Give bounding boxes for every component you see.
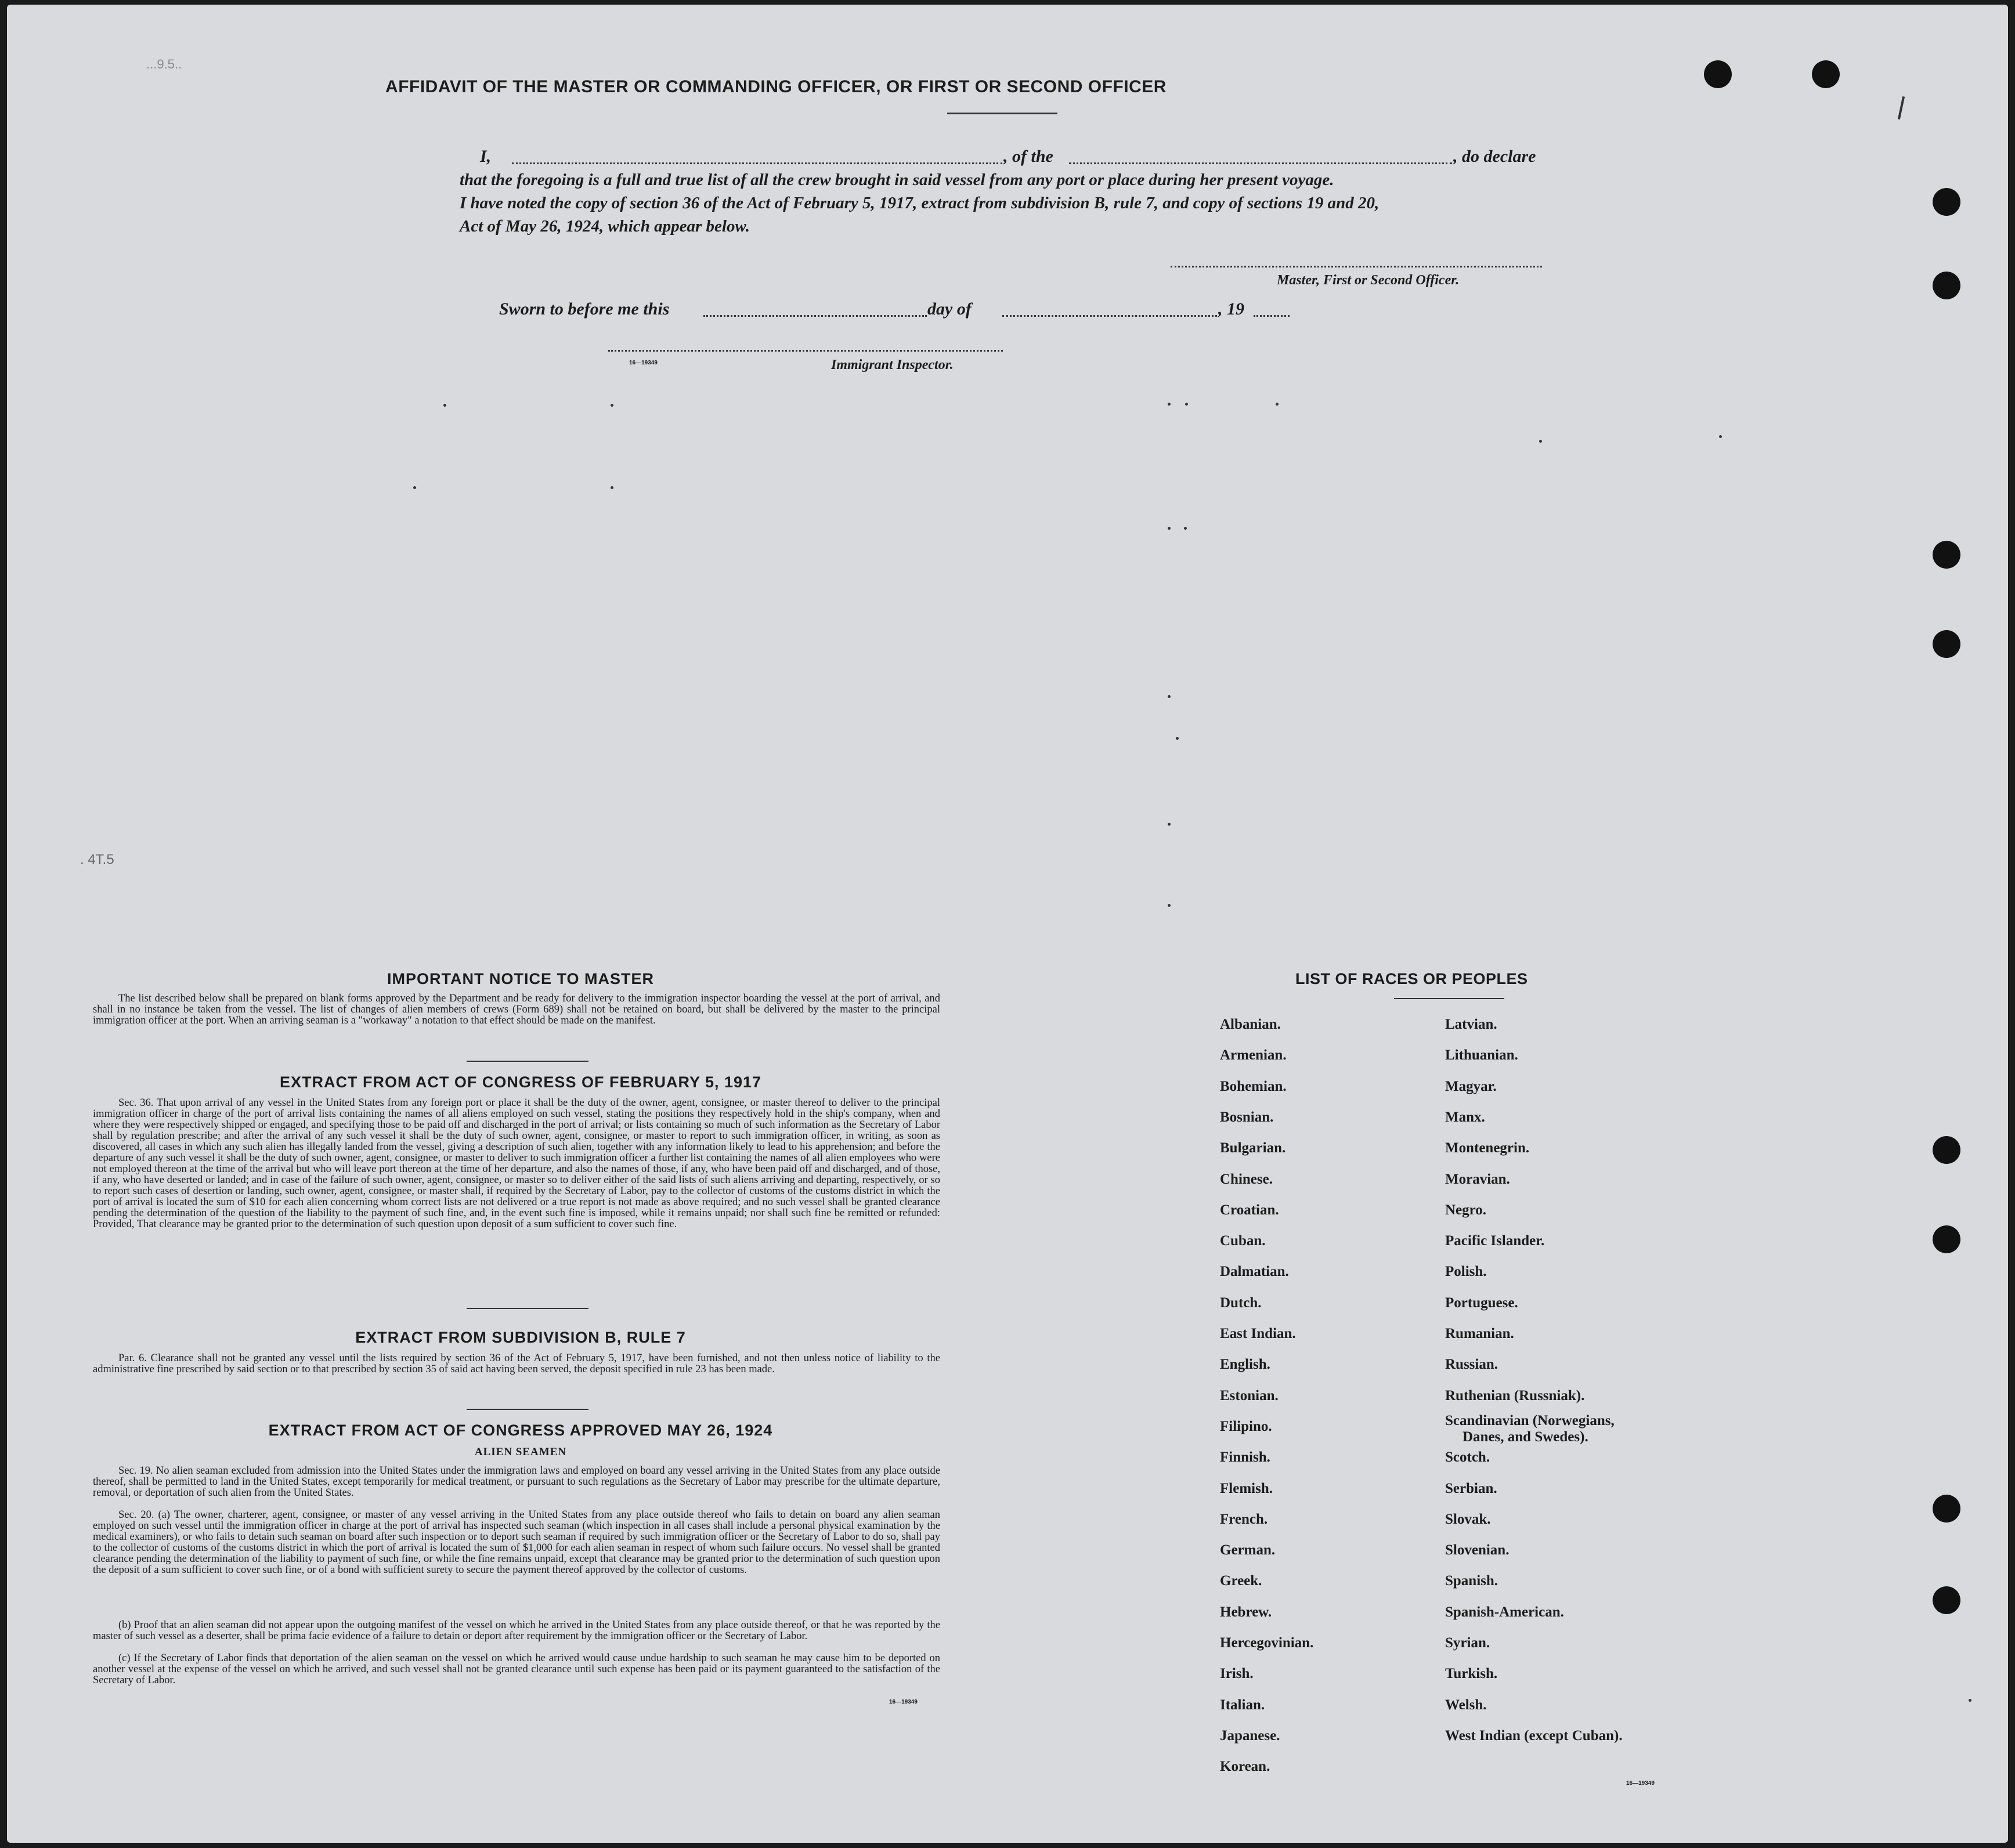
- race-item: Portuguese.: [1445, 1294, 1518, 1311]
- race-item: Dalmatian.: [1220, 1264, 1289, 1280]
- race-item: Armenian.: [1220, 1047, 1287, 1064]
- affiant-name-field[interactable]: [512, 162, 1002, 164]
- race-item: Dutch.: [1220, 1294, 1262, 1311]
- master-signature-caption: Master, First or Second Officer.: [1277, 273, 1460, 288]
- punch-hole: [1933, 541, 1960, 569]
- top-stamp: ...9.5..: [146, 57, 182, 71]
- punch-hole: [1933, 1495, 1960, 1522]
- race-item: English.: [1220, 1357, 1270, 1373]
- of-the-label: , of the: [1003, 147, 1053, 166]
- extract-1924-title: EXTRACT FROM ACT OF CONGRESS APPROVED MAY 26, 1924: [268, 1422, 773, 1439]
- race-item: Albanian.: [1220, 1017, 1281, 1032]
- race-item: Slovak.: [1445, 1511, 1491, 1527]
- race-item: Syrian.: [1445, 1635, 1490, 1651]
- race-item: Spanish-American.: [1445, 1604, 1564, 1620]
- race-item: Scandinavian (Norwegians,: [1445, 1412, 1615, 1429]
- inspector-signature-line[interactable]: [608, 350, 1003, 352]
- race-item: Hebrew.: [1220, 1604, 1272, 1620]
- race-item: Lithuanian.: [1445, 1047, 1518, 1064]
- title-underline: [947, 113, 1057, 114]
- sworn-day-field[interactable]: [703, 315, 927, 317]
- race-item: Estonian.: [1220, 1387, 1279, 1404]
- race-item: Bosnian.: [1220, 1109, 1274, 1125]
- race-item: Filipino.: [1220, 1418, 1272, 1434]
- race-item: Negro.: [1445, 1202, 1487, 1218]
- year-label: , 19: [1218, 299, 1244, 319]
- race-item: Moravian.: [1445, 1171, 1510, 1187]
- race-item: Danes, and Swedes).: [1463, 1429, 1588, 1445]
- races-form-number: 16—19349: [1626, 1780, 1655, 1786]
- extract-1917-divider: [467, 1308, 588, 1309]
- race-item: Bohemian.: [1220, 1078, 1287, 1094]
- speck: [1168, 904, 1171, 907]
- punch-hole: [1812, 60, 1840, 88]
- sec-20c-text: (c) If the Secretary of Labor finds that deportation of the alien seaman on the vessel on which he arrived would cause undue hardship to such seaman he may cause him to be deported on another vessel at the expense of the vessel on which he arrived, and such vessel shall not be granted clearance until such expense has been paid or its payment guaranteed to the satisfaction of the Secretary of Labor.: [93, 1652, 940, 1686]
- extract-rule7-title: EXTRACT FROM SUBDIVISION B, RULE 7: [355, 1329, 686, 1346]
- punch-hole: [1933, 1586, 1960, 1614]
- extract-rule7-divider: [467, 1409, 588, 1410]
- speck: [1276, 403, 1279, 406]
- race-item: Croatian.: [1220, 1202, 1279, 1218]
- race-item: Finnish.: [1220, 1449, 1270, 1466]
- notice-divider: [467, 1061, 588, 1062]
- extract-1924-subtitle: ALIEN SEAMEN: [474, 1446, 567, 1458]
- punch-hole: [1933, 1225, 1960, 1253]
- races-divider: [1394, 998, 1504, 999]
- race-item: Italian.: [1220, 1697, 1265, 1713]
- extract-1917-text: Sec. 36. That upon arrival of any vessel in the United States from any foreign port or place it shall be the duty of the owner, agent, consignee, or master thereof to deliver to the principal immigration officer in charge of the port of arrival lists containing the names of all aliens employed on such vessel, stating the positions they respectively hold in the ship's company, when and where they were respectively shipped or engaged, and specifying those to be paid off and discharged in the port of arrival; or lists containing so much of such information as the Secretary of Labor shall by regulation prescribe; and after the arrival of any such vessel it shall be the duty of such owner, agent, consignee, or master to report to such immigration officer, in writing, as soon as discovered, all cases in which any such alien has illegally landed from the vessel, giving a description of such alien, together with any information likely to lead to his apprehension; and before the departure of any such vessel it shall be the duty of such owner, agent, consignee, or master to deliver to such immigration officer a further list containing the names of all alien employees who were not employed thereon at the time of the arrival but who will leave port thereon at the time of her departure, and also the names of those, if any, who have been paid off and discharged, and of those, if any, who have deserted or landed; and in case of the failure of such owner, agent, consignee, or master so to deliver either of the said lists of such aliens arriving and departing, respectively, or so to report such cases of desertion or landing, such owner, agent, consignee, or master shall, if required by the Secretary of Labor, pay to the collector of customs of the customs district in which the port of arrival is located the sum of $10 for each alien concerning whom correct lists are not delivered or a true report is not made as above required; and no such vessel shall be granted clearance pending the determination of the question of the liability to the payment of such fine, and, in the event such fine is imposed, while it remains unpaid; nor shall such fine be remitted or refunded: Provided, That clearance may be granted prior to the determination of such question upon deposit of a sum sufficient to cover such fine.: [93, 1097, 940, 1230]
- inspector-caption: Immigrant Inspector.: [831, 357, 954, 373]
- speck: [413, 486, 416, 489]
- speck: [1168, 403, 1171, 406]
- affidavit-line-3: I have noted the copy of section 36 of the Act of February 5, 1917, extract from subdivision B, rule 7, and copy of sections 19 and 20,: [460, 194, 1380, 212]
- speck: [1184, 527, 1187, 530]
- race-item: Rumanian.: [1445, 1326, 1514, 1341]
- corner-tick: [1898, 96, 1905, 120]
- extract-form-number: 16—19349: [889, 1699, 918, 1705]
- do-declare-label: , do declare: [1453, 147, 1536, 166]
- speck: [1168, 823, 1171, 826]
- speck: [1168, 695, 1171, 698]
- races-title: LIST OF RACES OR PEOPLES: [1295, 970, 1528, 988]
- sec-19-text: Sec. 19. No alien seaman excluded from admission into the United States under the immigration laws and employed on board any vessel arriving in the United States from any place outside thereof, shall be permitted to land in the United States, except temporarily for medical treatment, or pursuant to such regulations as the Secretary of Labor may prescribe for the ultimate departure, removal, or deportation of such alien from the United States.: [93, 1465, 940, 1499]
- race-item: Montenegrin.: [1445, 1140, 1530, 1156]
- race-item: Japanese.: [1220, 1727, 1280, 1744]
- race-item: French.: [1220, 1511, 1268, 1527]
- speck: [1176, 737, 1179, 740]
- race-item: Bulgarian.: [1220, 1140, 1286, 1156]
- punch-hole: [1933, 1136, 1960, 1164]
- left-margin-note: . 4T.5: [80, 852, 114, 867]
- speck: [611, 486, 613, 489]
- speck: [1185, 403, 1188, 406]
- notice-title: IMPORTANT NOTICE TO MASTER: [387, 970, 654, 988]
- day-of-label: day of: [927, 299, 972, 319]
- master-signature-line[interactable]: [1171, 266, 1542, 267]
- race-item: West Indian (except Cuban).: [1445, 1727, 1623, 1744]
- race-item: Slovenian.: [1445, 1542, 1510, 1558]
- document-sheet: [7, 5, 2008, 1843]
- race-item: Cuban.: [1220, 1233, 1266, 1249]
- affidavit-line-4: Act of May 26, 1924, which appear below.: [460, 217, 750, 236]
- race-item: Welsh.: [1445, 1697, 1487, 1713]
- extract-rule7-text: Par. 6. Clearance shall not be granted any vessel until the lists required by section 36 of the Act of February 5, 1917, have been furnished, and not then unless notice of liability to the administrative fine prescribed by said section or to that prescribed by section 35 of said act having been served, the deposit specified in rule 23 has been made.: [93, 1352, 940, 1375]
- race-item: Greek.: [1220, 1573, 1262, 1589]
- speck: [1969, 1699, 1971, 1702]
- race-item: Pacific Islander.: [1445, 1233, 1545, 1249]
- race-item: Russian.: [1445, 1357, 1498, 1373]
- extract-1917-title: EXTRACT FROM ACT OF CONGRESS OF FEBRUARY 5, 1917: [279, 1073, 762, 1091]
- race-item: Irish.: [1220, 1666, 1254, 1682]
- race-item: Spanish.: [1445, 1573, 1498, 1589]
- race-item: Turkish.: [1445, 1666, 1498, 1682]
- affidavit-form-number: 16—19349: [629, 360, 658, 366]
- race-item: Chinese.: [1220, 1171, 1273, 1187]
- race-item: Hercegovinian.: [1220, 1635, 1314, 1651]
- race-item: Korean.: [1220, 1759, 1270, 1775]
- race-item: Latvian.: [1445, 1017, 1497, 1032]
- vessel-field[interactable]: [1069, 162, 1452, 164]
- punch-hole: [1933, 272, 1960, 299]
- speck: [1539, 440, 1542, 443]
- race-item: Serbian.: [1445, 1480, 1497, 1496]
- punch-hole: [1933, 188, 1960, 216]
- sec-20b-text: (b) Proof that an alien seaman did not appear upon the outgoing manifest of the vessel on which he arrived in the United States from any place outside thereof, or that he was reported by the master of such vessel as a deserter, shall be prima facie evidence of a failure to detain or deport after requirement by the immigration officer or the Secretary of Labor.: [93, 1619, 940, 1642]
- race-item: German.: [1220, 1542, 1276, 1558]
- race-item: Manx.: [1445, 1109, 1485, 1125]
- speck: [1168, 527, 1171, 530]
- speck: [611, 404, 613, 407]
- sworn-month-field-line[interactable]: [1002, 315, 1217, 317]
- race-item: Scotch.: [1445, 1449, 1490, 1466]
- affidavit-i-label: I,: [480, 147, 492, 166]
- race-item: Ruthenian (Russniak).: [1445, 1387, 1585, 1404]
- sworn-year-field[interactable]: [1254, 315, 1290, 317]
- sworn-label: Sworn to before me this: [499, 299, 670, 319]
- sec-20a-text: Sec. 20. (a) The owner, charterer, agent, consignee, or master of any vessel arriving in the United States from any place outside thereof who fails to detain on board any alien seaman employed on such vessel until the immigration officer in charge at the port of arrival has inspected such seaman (which inspection in all cases shall include a personal physical examination by the medical examiners), or who fails to detain such seaman on board after such inspection or to deport such seaman if required by such immigration officer or the Secretary of Labor to do so, shall pay to the collector of customs of the customs district in which the port of arrival is located the sum of $1,000 for each alien seaman in respect of whom such failure occurs. No vessel shall be granted clearance pending the determination of the liability to payment of such fine, or while the fine remains unpaid, except that clearance may be granted prior to the determination of such question upon the deposit of a sum sufficient to cover such fine, or of a bond with sufficient surety to secure the payment thereof approved by the collector of customs.: [93, 1509, 940, 1576]
- punch-hole: [1704, 60, 1732, 88]
- affidavit-line-2: that the foregoing is a full and true list of all the crew brought in said vessel from any port or place during her present voyage.: [460, 171, 1334, 189]
- race-item: Magyar.: [1445, 1078, 1497, 1094]
- punch-hole: [1933, 630, 1960, 658]
- race-item: Flemish.: [1220, 1480, 1273, 1496]
- speck: [443, 404, 446, 407]
- race-item: Polish.: [1445, 1264, 1487, 1280]
- notice-text: The list described below shall be prepared on blank forms approved by the Department and be ready for delivery to the immigration inspector boarding the vessel at the port of arrival, and shall in no instance be taken from the vessel. The list of changes of alien members of crews (Form 689) shall not be retained on board, but shall be delivered by the master to the principal immigration officer at the port. When an arriving seaman is a "workaway" a notation to that effect should be made on the manifest.: [93, 993, 940, 1026]
- affidavit-title: AFFIDAVIT OF THE MASTER OR COMMANDING OFFICER, OR FIRST OR SECOND OFFICER: [385, 77, 1167, 96]
- speck: [1719, 435, 1722, 438]
- race-item: East Indian.: [1220, 1326, 1296, 1341]
